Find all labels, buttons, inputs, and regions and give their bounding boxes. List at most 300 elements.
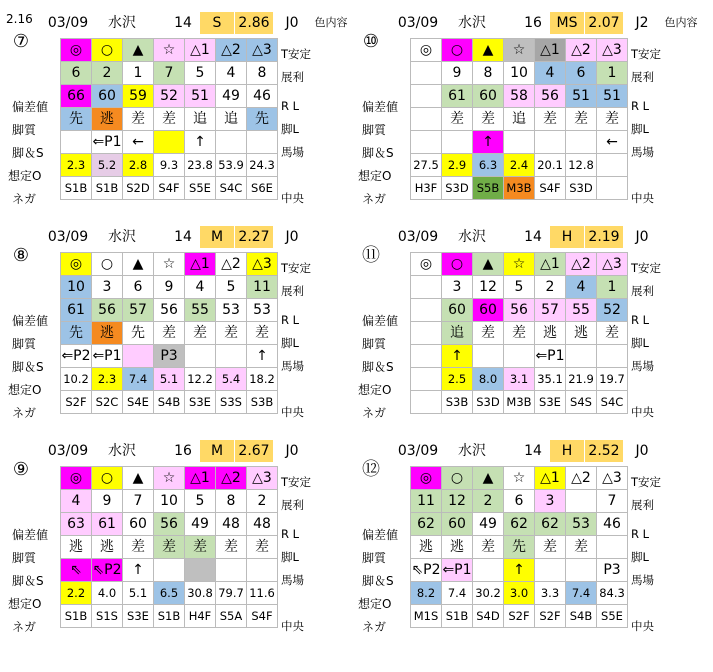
mark-cell: ◎ xyxy=(61,253,92,276)
style-cell: 差 xyxy=(154,536,185,559)
hensa-cell: 60 xyxy=(473,85,504,108)
style-row xyxy=(411,108,628,131)
ashi-cell xyxy=(442,131,473,154)
tenri-cell: 3 xyxy=(535,490,566,513)
ashi-cell xyxy=(535,131,566,154)
tenri-cell: 5 xyxy=(185,62,216,85)
right-label: 脚L xyxy=(281,550,299,564)
right-label: T安定 xyxy=(631,475,662,489)
hensa-row xyxy=(61,513,278,536)
style-cell: 逃 xyxy=(442,536,473,559)
mark-cell: ◎ xyxy=(411,253,442,276)
mark-cell: △3 xyxy=(247,467,278,490)
nega-cell: S4E xyxy=(123,391,154,414)
right-label: T安定 xyxy=(281,47,312,61)
ashi-cell: ⇐P2 xyxy=(61,345,92,368)
mark-cell: △2 xyxy=(566,39,597,62)
odds-cell: 5.1 xyxy=(154,368,185,391)
hensa-cell: 49 xyxy=(185,513,216,536)
race-number: ⑦ xyxy=(12,31,30,52)
tenri-cell: 10 xyxy=(504,62,535,85)
style-cell: 差 xyxy=(535,536,566,559)
right-label: R L xyxy=(281,313,300,327)
race-grade: S xyxy=(200,12,234,34)
row-label: ネガ xyxy=(362,620,387,634)
right-label: T安定 xyxy=(281,475,312,489)
mark-cell: ☆ xyxy=(154,467,185,490)
nega-cell: S4D xyxy=(473,605,504,628)
odds-cell xyxy=(411,368,442,391)
right-label: R L xyxy=(631,527,650,541)
right-label: R L xyxy=(631,99,650,113)
race-grid xyxy=(410,38,628,200)
style-cell: 先 xyxy=(247,108,278,131)
right-label: 馬場 xyxy=(281,573,304,587)
tenri-cell: 4 xyxy=(185,276,216,299)
tenri-cell: 2 xyxy=(473,490,504,513)
ashi-cell xyxy=(473,345,504,368)
tenri-cell: 9 xyxy=(92,490,123,513)
hensa-cell: 57 xyxy=(123,299,154,322)
ashi-cell: ⇐P1 xyxy=(442,559,473,582)
row-label: 脚＆S xyxy=(362,574,394,588)
mark-cell: ○ xyxy=(442,467,473,490)
row-label: 想定O xyxy=(358,383,392,397)
row-label: 脚質 xyxy=(12,123,37,137)
style-cell xyxy=(411,322,442,345)
mark-row xyxy=(61,467,278,490)
nega-cell: S5B xyxy=(473,177,504,200)
row-label: 偏差値 xyxy=(12,100,49,114)
race-number: ⑩ xyxy=(362,31,380,52)
race-date: 03/09 xyxy=(47,15,89,31)
tenri-cell: 7 xyxy=(154,62,185,85)
mark-cell: △1 xyxy=(185,467,216,490)
nega-row xyxy=(61,391,278,414)
odds-cell: 2.4 xyxy=(504,154,535,177)
mark-cell: ○ xyxy=(92,253,123,276)
odds-cell: 5.1 xyxy=(123,582,154,605)
race-grid xyxy=(410,252,628,414)
right-label: 脚L xyxy=(631,550,649,564)
race-panel xyxy=(6,222,352,424)
hensa-cell: 56 xyxy=(154,299,185,322)
style-cell: 差 xyxy=(247,536,278,559)
mark-cell: △1 xyxy=(535,39,566,62)
mark-cell: △2 xyxy=(566,253,597,276)
tenri-cell: 8 xyxy=(247,62,278,85)
ashi-cell: ⇖ xyxy=(61,559,92,582)
race-score: 2.07 xyxy=(585,12,623,34)
ashi-cell xyxy=(216,345,247,368)
race-number: ⑨ xyxy=(12,459,30,480)
hensa-cell: 55 xyxy=(185,299,216,322)
right-label: 展利 xyxy=(281,284,304,298)
race-panel xyxy=(6,8,352,210)
mark-cell: ▲ xyxy=(123,39,154,62)
style-cell: 先 xyxy=(123,322,154,345)
style-cell: 先 xyxy=(504,536,535,559)
race-grid xyxy=(60,252,278,414)
race-grade: H xyxy=(550,226,584,248)
race-extra xyxy=(659,226,703,248)
mark-row xyxy=(411,39,628,62)
odds-cell xyxy=(597,154,628,177)
race-panel xyxy=(356,8,702,210)
race-j: J0 xyxy=(285,229,299,245)
row-label: 想定O xyxy=(358,597,392,611)
ashi-cell xyxy=(504,345,535,368)
nega-cell: S4B xyxy=(566,605,597,628)
odds-cell: 79.7 xyxy=(216,582,247,605)
odds-cell: 9.3 xyxy=(154,154,185,177)
row-label: ネガ xyxy=(362,192,387,206)
ashi-cell xyxy=(247,131,278,154)
tenri-row xyxy=(61,62,278,85)
nega-cell: H4F xyxy=(185,605,216,628)
odds-cell: 23.8 xyxy=(185,154,216,177)
ashi-cell: ⇖P2 xyxy=(92,559,123,582)
odds-cell: 6.3 xyxy=(473,154,504,177)
nega-cell: S2F xyxy=(61,391,92,414)
row-label: 脚＆S xyxy=(12,146,44,160)
style-cell: 差 xyxy=(566,108,597,131)
nega-cell: S3B xyxy=(247,391,278,414)
tenri-cell: 7 xyxy=(597,490,628,513)
style-cell: 差 xyxy=(185,536,216,559)
odds-cell: 53.9 xyxy=(216,154,247,177)
tenri-cell: 4 xyxy=(216,62,247,85)
row-label: 脚＆S xyxy=(12,360,44,374)
race-panel xyxy=(6,436,352,638)
row-label: ネガ xyxy=(12,192,37,206)
race-date: 03/09 xyxy=(397,443,439,459)
hensa-cell: 63 xyxy=(61,513,92,536)
ashi-cell xyxy=(154,131,185,154)
race-heads: 14 xyxy=(174,229,192,245)
ashi-cell xyxy=(185,559,216,582)
hensa-cell: 56 xyxy=(504,299,535,322)
hensa-cell: 56 xyxy=(92,299,123,322)
mark-row xyxy=(411,253,628,276)
mark-cell: ▲ xyxy=(123,467,154,490)
hensa-cell: 62 xyxy=(504,513,535,536)
hensa-cell: 60 xyxy=(473,299,504,322)
mark-row xyxy=(411,467,628,490)
race-date: 03/09 xyxy=(47,443,89,459)
nega-cell: M3B xyxy=(504,177,535,200)
odds-cell: 7.4 xyxy=(566,582,597,605)
nega-cell: S5A xyxy=(216,605,247,628)
odds-cell: 18.2 xyxy=(247,368,278,391)
tenri-cell: 11 xyxy=(411,490,442,513)
odds-cell: 35.1 xyxy=(535,368,566,391)
mark-cell: △3 xyxy=(247,39,278,62)
tenri-cell: 12 xyxy=(442,490,473,513)
race-heads: 16 xyxy=(174,443,192,459)
hensa-cell: 56 xyxy=(535,85,566,108)
ashi-cell xyxy=(154,559,185,582)
right-label: 展利 xyxy=(631,284,654,298)
tenri-cell: 4 xyxy=(535,62,566,85)
style-cell: 差 xyxy=(535,108,566,131)
tenri-row xyxy=(411,62,628,85)
right-label: 脚L xyxy=(631,122,649,136)
mark-cell: ☆ xyxy=(154,253,185,276)
ashi-row xyxy=(61,559,278,582)
tenri-cell: 12 xyxy=(473,276,504,299)
ashi-row xyxy=(61,345,278,368)
odds-cell: 3.3 xyxy=(535,582,566,605)
hensa-cell: 61 xyxy=(442,85,473,108)
hensa-cell: 52 xyxy=(597,299,628,322)
tenri-cell: 5 xyxy=(185,490,216,513)
tenri-cell: 11 xyxy=(247,276,278,299)
right-label: 脚L xyxy=(281,122,299,136)
mark-cell: ☆ xyxy=(504,467,535,490)
hensa-cell xyxy=(411,299,442,322)
style-cell: 差 xyxy=(597,322,628,345)
tenri-cell xyxy=(411,276,442,299)
mark-cell: △1 xyxy=(185,39,216,62)
row-label: 脚質 xyxy=(362,551,387,565)
nega-row xyxy=(61,177,278,200)
hensa-cell: 60 xyxy=(442,299,473,322)
right-label: 脚L xyxy=(281,336,299,350)
right-label: T安定 xyxy=(631,47,662,61)
style-cell: 逃 xyxy=(411,536,442,559)
row-label: 想定O xyxy=(358,169,392,183)
right-label: 中央 xyxy=(281,191,304,205)
race-venue: 水沢 xyxy=(458,15,486,31)
race-grade: M xyxy=(200,226,234,248)
tenri-cell: 1 xyxy=(123,62,154,85)
ashi-cell: ⇖P2 xyxy=(411,559,442,582)
race-j: J2 xyxy=(635,15,649,31)
row-label: 脚質 xyxy=(362,337,387,351)
right-label: R L xyxy=(281,527,300,541)
mark-row xyxy=(61,39,278,62)
hensa-cell: 51 xyxy=(185,85,216,108)
hensa-row xyxy=(411,299,628,322)
race-number: ⑫ xyxy=(362,459,380,480)
ashi-cell: ⇐P1 xyxy=(92,345,123,368)
row-label: 偏差値 xyxy=(362,528,399,542)
tenri-cell: 8 xyxy=(216,490,247,513)
race-j: J0 xyxy=(285,15,299,31)
tenri-cell: 10 xyxy=(61,276,92,299)
tenri-cell: 7 xyxy=(123,490,154,513)
race-grade: MS xyxy=(550,12,584,34)
style-cell: 差 xyxy=(473,108,504,131)
mark-cell: ◎ xyxy=(411,467,442,490)
ashi-cell: ↑ xyxy=(185,131,216,154)
style-cell: 逃 xyxy=(535,322,566,345)
row-label: 偏差値 xyxy=(12,314,49,328)
row-label: 脚質 xyxy=(362,123,387,137)
style-cell: 差 xyxy=(185,322,216,345)
ashi-row xyxy=(411,559,628,582)
odds-cell: 2.5 xyxy=(442,368,473,391)
nega-cell: S4C xyxy=(597,391,628,414)
mark-cell: ▲ xyxy=(473,467,504,490)
ashi-cell xyxy=(216,559,247,582)
nega-cell: M3B xyxy=(504,391,535,414)
mark-cell: △3 xyxy=(597,253,628,276)
ashi-row xyxy=(411,131,628,154)
mark-cell: △2 xyxy=(216,253,247,276)
style-cell: 先 xyxy=(61,108,92,131)
odds-cell: 6.5 xyxy=(154,582,185,605)
hensa-cell: 57 xyxy=(535,299,566,322)
mark-cell: ☆ xyxy=(154,39,185,62)
style-cell: 先 xyxy=(61,322,92,345)
ashi-cell: ↑ xyxy=(504,559,535,582)
row-label: 脚＆S xyxy=(12,574,44,588)
row-label: 脚質 xyxy=(12,551,37,565)
right-label: 中央 xyxy=(631,405,654,419)
odds-cell: 4.0 xyxy=(92,582,123,605)
right-label: 展利 xyxy=(281,498,304,512)
tenri-cell: 1 xyxy=(597,276,628,299)
odds-cell: 10.2 xyxy=(61,368,92,391)
right-label: R L xyxy=(631,313,650,327)
race-grid xyxy=(60,466,278,628)
race-extra xyxy=(309,440,353,462)
style-row xyxy=(61,536,278,559)
style-cell: 差 xyxy=(473,322,504,345)
hensa-cell: 51 xyxy=(566,85,597,108)
odds-cell: 27.5 xyxy=(411,154,442,177)
nega-cell: M1S xyxy=(411,605,442,628)
hensa-row xyxy=(411,85,628,108)
race-number: ⑪ xyxy=(362,245,380,266)
nega-cell: S1B xyxy=(154,605,185,628)
nega-cell: S3E xyxy=(123,605,154,628)
right-label: 展利 xyxy=(281,70,304,84)
style-cell: 追 xyxy=(216,108,247,131)
odds-cell: 12.8 xyxy=(566,154,597,177)
tenri-cell: 2 xyxy=(92,62,123,85)
hensa-cell: 62 xyxy=(411,513,442,536)
ashi-cell xyxy=(473,559,504,582)
nega-cell: H3F xyxy=(411,177,442,200)
odds-row xyxy=(61,154,278,177)
style-cell: 差 xyxy=(504,322,535,345)
style-cell: 逃 xyxy=(92,536,123,559)
tenri-row xyxy=(61,490,278,513)
race-panel xyxy=(356,436,702,638)
right-label: 馬場 xyxy=(631,145,654,159)
tenri-cell: 1 xyxy=(597,62,628,85)
row-label: 想定O xyxy=(8,169,42,183)
style-cell: 差 xyxy=(597,108,628,131)
mark-cell: ☆ xyxy=(504,39,535,62)
hensa-cell: 66 xyxy=(61,85,92,108)
race-venue: 水沢 xyxy=(108,15,136,31)
tenri-cell: 2 xyxy=(247,490,278,513)
mark-cell: △1 xyxy=(185,253,216,276)
nega-cell: S2C xyxy=(92,391,123,414)
tenri-cell: 10 xyxy=(154,490,185,513)
ashi-cell xyxy=(247,559,278,582)
odds-cell: 2.3 xyxy=(61,154,92,177)
tenri-cell: 9 xyxy=(154,276,185,299)
style-cell: 追 xyxy=(185,108,216,131)
style-cell: 追 xyxy=(442,322,473,345)
race-panel xyxy=(356,222,702,424)
row-label: 脚質 xyxy=(12,337,37,351)
ashi-cell: ← xyxy=(597,131,628,154)
ashi-cell xyxy=(411,131,442,154)
tenri-cell: 4 xyxy=(61,490,92,513)
race-venue: 水沢 xyxy=(108,443,136,459)
race-extra xyxy=(659,440,703,462)
hensa-cell: 53 xyxy=(247,299,278,322)
ashi-cell: ⇐P1 xyxy=(92,131,123,154)
ashi-cell xyxy=(411,345,442,368)
style-cell: 逃 xyxy=(92,108,123,131)
odds-row xyxy=(411,582,628,605)
ashi-cell: ⇐P1 xyxy=(535,345,566,368)
ashi-cell: P3 xyxy=(154,345,185,368)
nega-cell: S4C xyxy=(216,177,247,200)
odds-cell: 21.9 xyxy=(566,368,597,391)
mark-cell: ▲ xyxy=(473,253,504,276)
nega-cell: S4F xyxy=(535,177,566,200)
right-label: 中央 xyxy=(631,619,654,633)
odds-cell: 2.8 xyxy=(123,154,154,177)
row-label: 偏差値 xyxy=(362,100,399,114)
race-grid xyxy=(410,466,628,628)
race-heads: 14 xyxy=(524,229,542,245)
mark-cell: ○ xyxy=(442,39,473,62)
odds-row xyxy=(61,368,278,391)
hensa-row xyxy=(61,299,278,322)
right-label: 脚L xyxy=(631,336,649,350)
ashi-cell: ↑ xyxy=(123,559,154,582)
right-label: T安定 xyxy=(281,261,312,275)
race-grid xyxy=(60,38,278,200)
odds-cell: 30.8 xyxy=(185,582,216,605)
tenri-cell: 9 xyxy=(442,62,473,85)
ashi-cell: P3 xyxy=(597,559,628,582)
style-cell xyxy=(597,536,628,559)
ashi-cell xyxy=(123,345,154,368)
hensa-cell: 55 xyxy=(566,299,597,322)
tenri-cell: 6 xyxy=(504,490,535,513)
tenri-cell: 4 xyxy=(566,276,597,299)
nega-cell: S3E xyxy=(535,391,566,414)
right-label: 展利 xyxy=(631,70,654,84)
nega-cell: S3D xyxy=(473,391,504,414)
right-label: 展利 xyxy=(631,498,654,512)
tenri-cell: 6 xyxy=(566,62,597,85)
mark-cell: △3 xyxy=(597,39,628,62)
odds-cell: 24.3 xyxy=(247,154,278,177)
mark-cell: △1 xyxy=(535,253,566,276)
row-label: 想定O xyxy=(8,597,42,611)
nega-cell: S4S xyxy=(566,391,597,414)
mark-cell: △2 xyxy=(216,467,247,490)
style-cell: 差 xyxy=(154,108,185,131)
row-label: 脚＆S xyxy=(362,146,394,160)
odds-cell: 7.4 xyxy=(123,368,154,391)
race-heads: 14 xyxy=(524,443,542,459)
ashi-cell xyxy=(61,131,92,154)
race-grade: H xyxy=(550,440,584,462)
nega-row xyxy=(61,605,278,628)
